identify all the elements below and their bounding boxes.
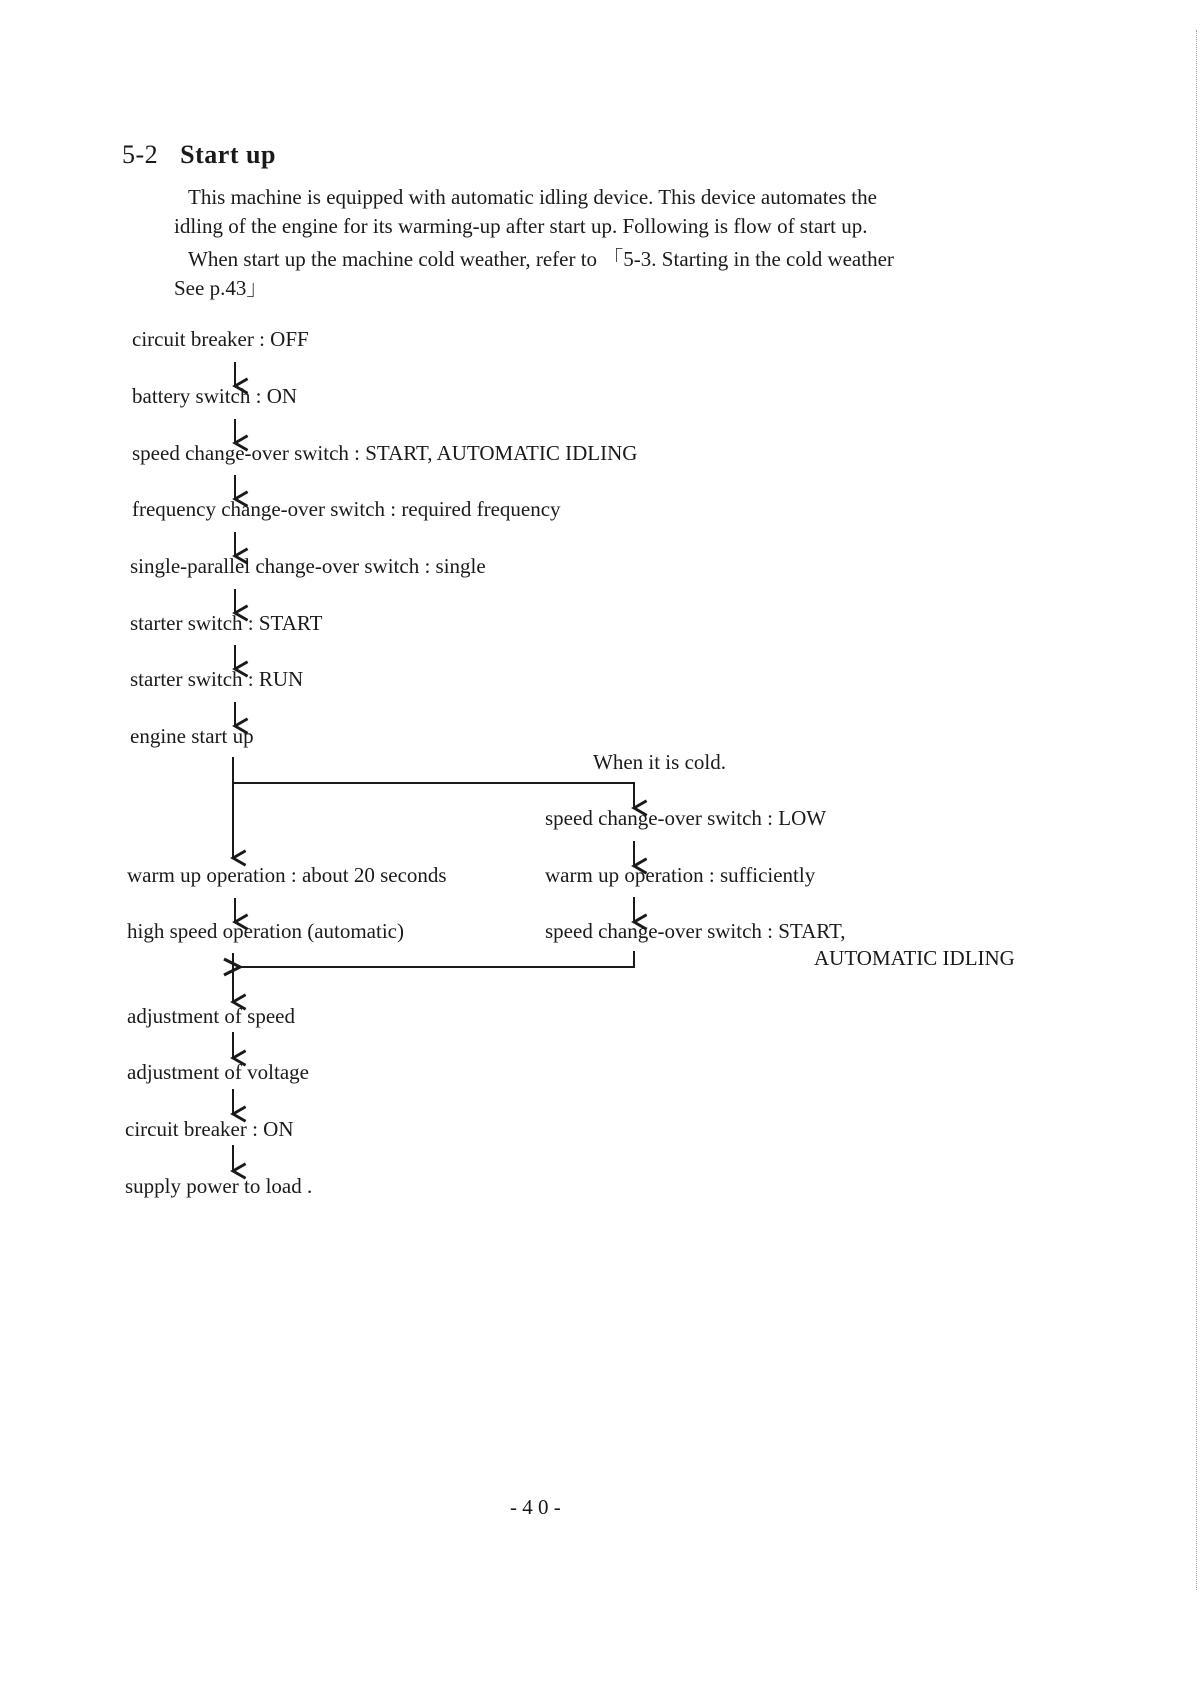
cold-step-speed-low: speed change-over switch : LOW bbox=[545, 806, 827, 830]
flow-step-engine-start-up: engine start up bbox=[130, 724, 254, 748]
cold-condition-label: When it is cold. bbox=[593, 750, 726, 774]
flow-step-adjust-speed: adjustment of speed bbox=[127, 1004, 295, 1028]
cold-step-speed-start: speed change-over switch : START, bbox=[545, 919, 846, 943]
flow-step-frequency-switch: frequency change-over switch : required frequency bbox=[132, 497, 561, 521]
cold-branch-connector bbox=[233, 783, 634, 808]
flow-step-speed-switch-start: speed change-over switch : START, AUTOMATIC IDLING bbox=[132, 441, 638, 465]
flow-step-starter-start: starter switch : START bbox=[130, 611, 323, 635]
section-number: 5-2 bbox=[122, 140, 159, 169]
intro-line-1: This machine is equipped with automatic idling device. This device automates the bbox=[188, 185, 877, 209]
flow-step-supply-power: supply power to load . bbox=[125, 1174, 313, 1198]
merge-connector bbox=[240, 951, 634, 967]
section-title: Start up bbox=[180, 140, 276, 169]
intro-line-3: When start up the machine cold weather, refer to 「5-3. Starting in the cold weather bbox=[188, 247, 894, 271]
page-number: - 4 0 - bbox=[510, 1495, 561, 1519]
normal-step-high-speed: high speed operation (automatic) bbox=[127, 919, 404, 943]
flow-step-adjust-voltage: adjustment of voltage bbox=[127, 1060, 309, 1084]
normal-step-warm-up: warm up operation : about 20 seconds bbox=[127, 863, 447, 887]
flow-step-circuit-breaker-off: circuit breaker : OFF bbox=[132, 327, 309, 351]
intro-line-4: See p.43」 bbox=[174, 276, 268, 300]
flow-step-circuit-breaker-on: circuit breaker : ON bbox=[125, 1117, 294, 1141]
cold-step-speed-start-cont: AUTOMATIC IDLING bbox=[814, 946, 1015, 970]
flow-step-starter-run: starter switch : RUN bbox=[130, 667, 304, 691]
intro-line-2: idling of the engine for its warming-up after start up. Following is flow of start up. bbox=[174, 214, 868, 238]
cold-step-warm-up: warm up operation : sufficiently bbox=[545, 863, 816, 887]
flow-step-single-parallel-switch: single-parallel change-over switch : single bbox=[130, 554, 486, 578]
flow-step-battery-switch: battery switch : ON bbox=[132, 384, 298, 408]
